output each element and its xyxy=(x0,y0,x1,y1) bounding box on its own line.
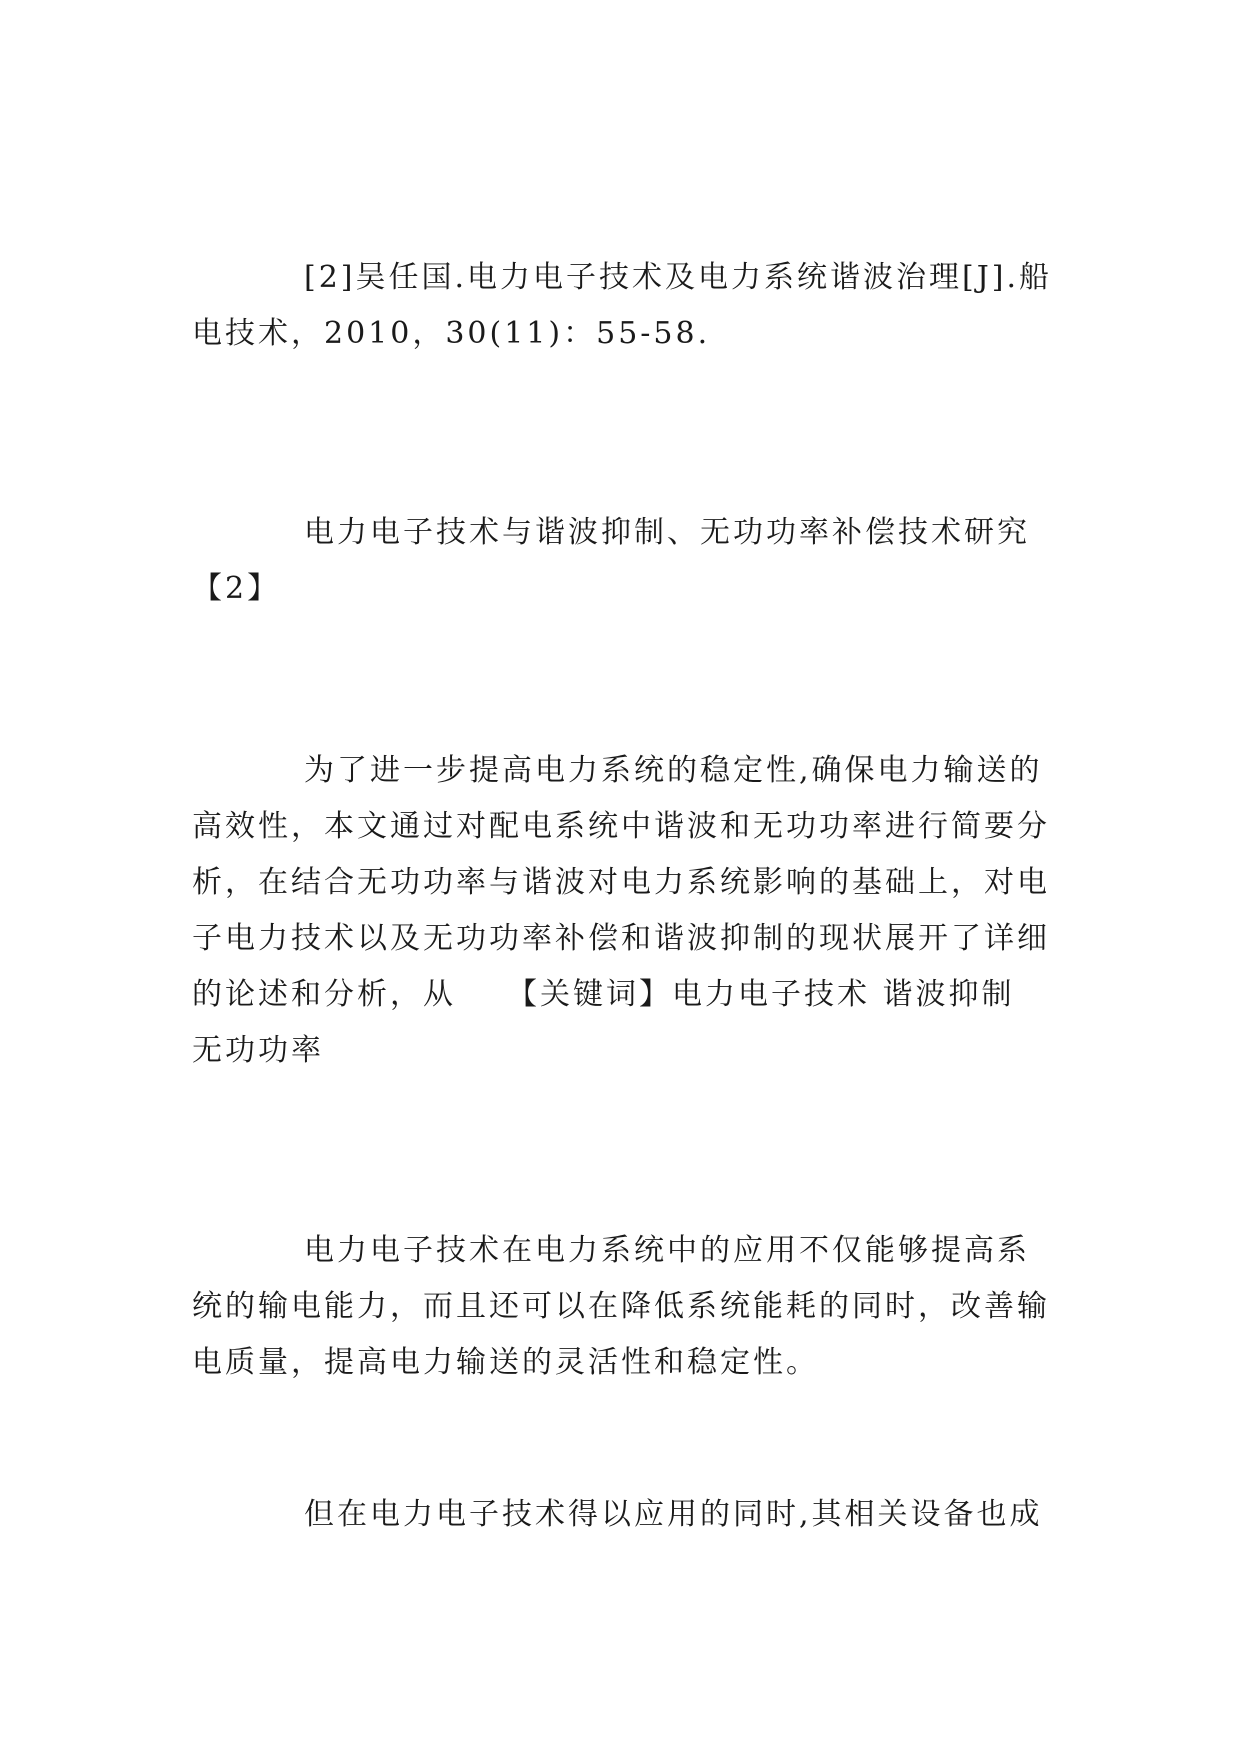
body-paragraph: 但在电力电子技术得以应用的同时,其相关设备也成 xyxy=(304,1497,1043,1532)
body-paragraph: 电力电子技术在电力系统中的应用不仅能够提高系统的输电能力，而且还可以在降低系统能耗的同时，改善输电质量，提高电力输送的灵活性和稳定性。 xyxy=(192,1233,1050,1380)
reference-entry: [2]吴任国.电力电子技术及电力系统谐波治理[J].船电技术，2010，30(11)：55-58. xyxy=(192,260,1053,351)
abstract-paragraph: 为了进一步提高电力系统的稳定性,确保电力输送的高效性，本文通过对配电系统中谐波和无功功率进行简要分析，在结合无功功率与谐波对电力系统影响的基础上，对电子电力技术以及无功功率补偿和谐波抑制的现状展开了详细的论述和分析，从 【关键词】电力电子技术 谐波抑制 无功功率 xyxy=(192,753,1050,1068)
article-title: 电力电子技术与谐波抑制、无功功率补偿技术研究【2】 xyxy=(192,515,1030,606)
